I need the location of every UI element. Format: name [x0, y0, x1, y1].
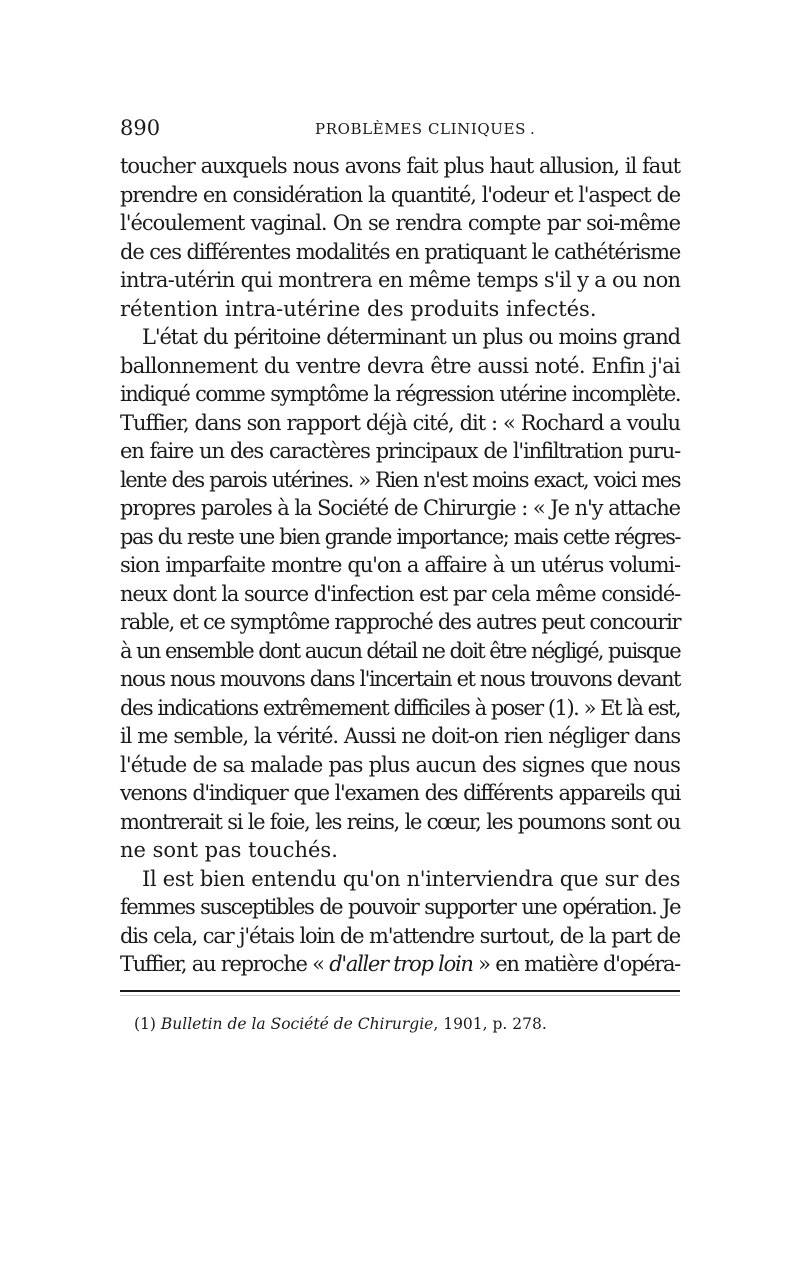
text-line: venons d'indiquer que l'examen des différents appareils qui — [120, 781, 680, 805]
footnote-rest: , 1901, p. 278. — [433, 1015, 547, 1033]
text-line: à un ensemble dont aucun détail ne doit être négligé, puisque — [120, 638, 680, 663]
text-line: ballonnement du ventre devra être aussi noté. Enfin j'ai — [120, 353, 680, 378]
text-line: neux dont la source d'infection est par cela même considé- — [120, 581, 680, 606]
running-mark: . — [530, 120, 535, 138]
footnote-title: Bulletin de la Société de Chirurgie — [160, 1015, 434, 1033]
text-line: l'étude de sa malade pas plus aucun des signes que nous — [120, 752, 680, 777]
footnote-rule — [120, 990, 680, 992]
text-line: dis cela, car j'étais loin de m'attendre surtout, de la part de — [120, 923, 680, 948]
line-text: » en matière d'opéra- — [472, 952, 680, 976]
text-line: Il est bien entendu qu'on n'interviendra que sur des — [142, 866, 681, 891]
text-line: des indications extrêmement difficiles à poser (1). » Et là est, — [120, 695, 680, 720]
text-line: rable, et ce symptôme rapproché des autres peut concourir — [120, 610, 681, 634]
text-line: L'état du péritoine déterminant un plus ou moins grand — [142, 325, 680, 349]
text-line: indiqué comme symptôme la régression utérine incomplète. — [120, 382, 680, 406]
text-line: femmes susceptibles de pouvoir supporter une opération. Je — [120, 895, 680, 919]
page-number: 890 — [120, 116, 161, 140]
text-line: montrerait si le foie, les reins, le cœur, les poumons sont ou — [120, 809, 680, 834]
text-line: prendre en considération la quantité, l'odeur et l'aspect de — [120, 182, 680, 207]
text-line: intra-utérin qui montrera en même temps s'il y a ou non — [120, 268, 681, 292]
text-line: rétention intra-utérine des produits infectés. — [120, 296, 597, 321]
line-text: Tuffier, au reproche « — [120, 952, 330, 976]
text-line: nous nous mouvons dans l'incertain et nous trouvons devant — [120, 667, 680, 691]
running-head — [120, 114, 680, 144]
text-line: propres paroles à la Société de Chirurgie : « Je n'y attache — [120, 496, 680, 520]
text-line: de ces différentes modalités en pratiquant le cathétérisme — [120, 239, 681, 264]
text-line-with-italic — [120, 950, 680, 979]
text-line: pas du reste une bien grande importance; mais cette régres- — [120, 524, 680, 549]
running-title: PROBLÈMES CLINIQUES — [315, 120, 526, 138]
text-line: Tuffier, dans son rapport déjà cité, dit : « Rochard a voulu — [120, 410, 680, 435]
text-line: sion imparfaite montre qu'on a affaire à un utérus volumi- — [120, 553, 680, 577]
text-line: il me semble, la vérité. Aussi ne doit-on rien négliger dans — [120, 724, 680, 748]
text-line: en faire un des caractères principaux de l'infiltration puru- — [120, 439, 680, 463]
text-line: toucher auxquels nous avons fait plus haut allusion, il faut — [120, 154, 680, 178]
italic-quote: d'aller trop loin — [329, 952, 473, 976]
body-text — [120, 152, 680, 979]
footnote — [134, 1013, 547, 1035]
text-line: l'écoulement vaginal. On se rendra compte par soi-même — [120, 211, 680, 235]
footnote-rule-shadow — [120, 995, 680, 996]
text-line: lente des parois utérines. » Rien n'est moins exact, voici mes — [120, 467, 680, 492]
footnote-marker: (1) — [134, 1015, 161, 1033]
text-line: ne sont pas touchés. — [120, 838, 338, 862]
